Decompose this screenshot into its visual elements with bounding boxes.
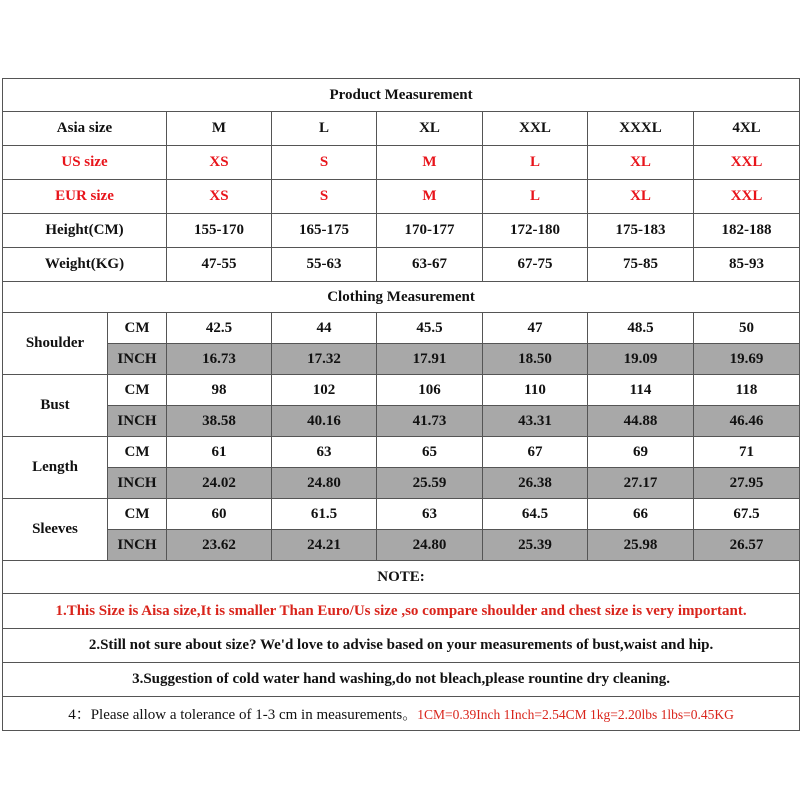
size-value-cell: 182-188 (694, 214, 800, 248)
size-value-cell: XXL (483, 112, 588, 146)
measurement-label: Bust (3, 375, 108, 437)
size-value-cell: 4XL (694, 112, 800, 146)
size-row-label: Height(CM) (3, 214, 167, 248)
inch-value-cell: 17.91 (377, 344, 483, 375)
size-value-cell: L (272, 112, 377, 146)
cm-value-cell: 45.5 (377, 313, 483, 344)
cm-value-cell: 118 (694, 375, 800, 406)
unit-label-cm: CM (108, 313, 167, 344)
size-value-cell: 47-55 (167, 248, 272, 282)
cm-value-cell: 98 (167, 375, 272, 406)
size-value-cell: L (483, 180, 588, 214)
inch-value-cell: 46.46 (694, 406, 800, 437)
cm-value-cell: 69 (588, 437, 694, 468)
unit-label-inch: INCH (108, 530, 167, 561)
size-row (3, 214, 800, 248)
inch-value-cell: 25.98 (588, 530, 694, 561)
cm-value-cell: 106 (377, 375, 483, 406)
unit-label-inch: INCH (108, 468, 167, 499)
size-value-cell: 63-67 (377, 248, 483, 282)
inch-value-cell: 24.80 (272, 468, 377, 499)
tolerance-text: 4：Please allow a tolerance of 1-3 cm in measurements。 (68, 707, 418, 723)
size-value-cell: 172-180 (483, 214, 588, 248)
clothing-measurement-title: Clothing Measurement (3, 282, 800, 313)
inch-value-cell: 18.50 (483, 344, 588, 375)
unit-label-inch: INCH (108, 406, 167, 437)
measurement-cm-row (3, 375, 800, 406)
note-line-tolerance (3, 697, 800, 731)
inch-value-cell: 24.02 (167, 468, 272, 499)
unit-label-cm: CM (108, 437, 167, 468)
cm-value-cell: 61 (167, 437, 272, 468)
size-value-cell: M (377, 180, 483, 214)
cm-value-cell: 66 (588, 499, 694, 530)
inch-value-cell: 38.58 (167, 406, 272, 437)
product-measurement-title: Product Measurement (3, 79, 800, 112)
size-value-cell: 75-85 (588, 248, 694, 282)
size-value-cell: M (377, 146, 483, 180)
cm-value-cell: 114 (588, 375, 694, 406)
inch-value-cell: 19.69 (694, 344, 800, 375)
inch-value-cell: 24.21 (272, 530, 377, 561)
cm-value-cell: 110 (483, 375, 588, 406)
measurement-cm-row (3, 499, 800, 530)
size-value-cell: XS (167, 180, 272, 214)
size-value-cell: M (167, 112, 272, 146)
inch-value-cell: 25.59 (377, 468, 483, 499)
cm-value-cell: 50 (694, 313, 800, 344)
cm-value-cell: 47 (483, 313, 588, 344)
cm-value-cell: 65 (377, 437, 483, 468)
cm-value-cell: 63 (272, 437, 377, 468)
note-line: 1.This Size is Aisa size,It is smaller Than Euro/Us size ,so compare shoulder and chest size is very important. (3, 594, 800, 629)
size-value-cell: 155-170 (167, 214, 272, 248)
inch-value-cell: 26.38 (483, 468, 588, 499)
cm-value-cell: 67.5 (694, 499, 800, 530)
size-row-label: EUR size (3, 180, 167, 214)
size-value-cell: 67-75 (483, 248, 588, 282)
size-value-cell: L (483, 146, 588, 180)
inch-value-cell: 43.31 (483, 406, 588, 437)
cm-value-cell: 64.5 (483, 499, 588, 530)
measurement-cm-row (3, 313, 800, 344)
cm-value-cell: 44 (272, 313, 377, 344)
size-value-cell: S (272, 146, 377, 180)
size-value-cell: XL (377, 112, 483, 146)
size-row-label: US size (3, 146, 167, 180)
cm-value-cell: 102 (272, 375, 377, 406)
size-row (3, 248, 800, 282)
size-value-cell: XS (167, 146, 272, 180)
unit-label-cm: CM (108, 499, 167, 530)
measurement-inch-row (3, 406, 800, 437)
cm-value-cell: 48.5 (588, 313, 694, 344)
size-row (3, 112, 800, 146)
measurement-inch-row (3, 344, 800, 375)
size-value-cell: XXL (694, 180, 800, 214)
measurement-label: Sleeves (3, 499, 108, 561)
size-chart-table (2, 78, 800, 731)
size-value-cell: S (272, 180, 377, 214)
note-line: 3.Suggestion of cold water hand washing,do not bleach,please rountine dry cleaning. (3, 663, 800, 697)
inch-value-cell: 25.39 (483, 530, 588, 561)
size-value-cell: XXL (694, 146, 800, 180)
size-row (3, 146, 800, 180)
measurement-label: Shoulder (3, 313, 108, 375)
note-title: NOTE: (3, 561, 800, 594)
inch-value-cell: 41.73 (377, 406, 483, 437)
inch-value-cell: 19.09 (588, 344, 694, 375)
size-value-cell: 55-63 (272, 248, 377, 282)
inch-value-cell: 16.73 (167, 344, 272, 375)
size-value-cell: XXXL (588, 112, 694, 146)
measurement-label: Length (3, 437, 108, 499)
inch-value-cell: 44.88 (588, 406, 694, 437)
size-row-label: Weight(KG) (3, 248, 167, 282)
note-line: 2.Still not sure about size? We'd love to advise based on your measurements of bust,waist and hip. (3, 629, 800, 663)
cm-value-cell: 61.5 (272, 499, 377, 530)
size-value-cell: 165-175 (272, 214, 377, 248)
cm-value-cell: 71 (694, 437, 800, 468)
cm-value-cell: 67 (483, 437, 588, 468)
unit-label-cm: CM (108, 375, 167, 406)
size-value-cell: 85-93 (694, 248, 800, 282)
size-row-label: Asia size (3, 112, 167, 146)
cm-value-cell: 42.5 (167, 313, 272, 344)
size-value-cell: 170-177 (377, 214, 483, 248)
inch-value-cell: 26.57 (694, 530, 800, 561)
measurement-inch-row (3, 468, 800, 499)
size-row (3, 180, 800, 214)
cm-value-cell: 63 (377, 499, 483, 530)
measurement-cm-row (3, 437, 800, 468)
size-value-cell: 175-183 (588, 214, 694, 248)
size-value-cell: XL (588, 180, 694, 214)
inch-value-cell: 27.17 (588, 468, 694, 499)
inch-value-cell: 17.32 (272, 344, 377, 375)
cm-value-cell: 60 (167, 499, 272, 530)
inch-value-cell: 27.95 (694, 468, 800, 499)
inch-value-cell: 23.62 (167, 530, 272, 561)
inch-value-cell: 24.80 (377, 530, 483, 561)
size-value-cell: XL (588, 146, 694, 180)
measurement-inch-row (3, 530, 800, 561)
inch-value-cell: 40.16 (272, 406, 377, 437)
conversion-text: 1CM=0.39Inch 1Inch=2.54CM 1kg=2.20lbs 1lbs=0.45KG (417, 707, 734, 722)
unit-label-inch: INCH (108, 344, 167, 375)
